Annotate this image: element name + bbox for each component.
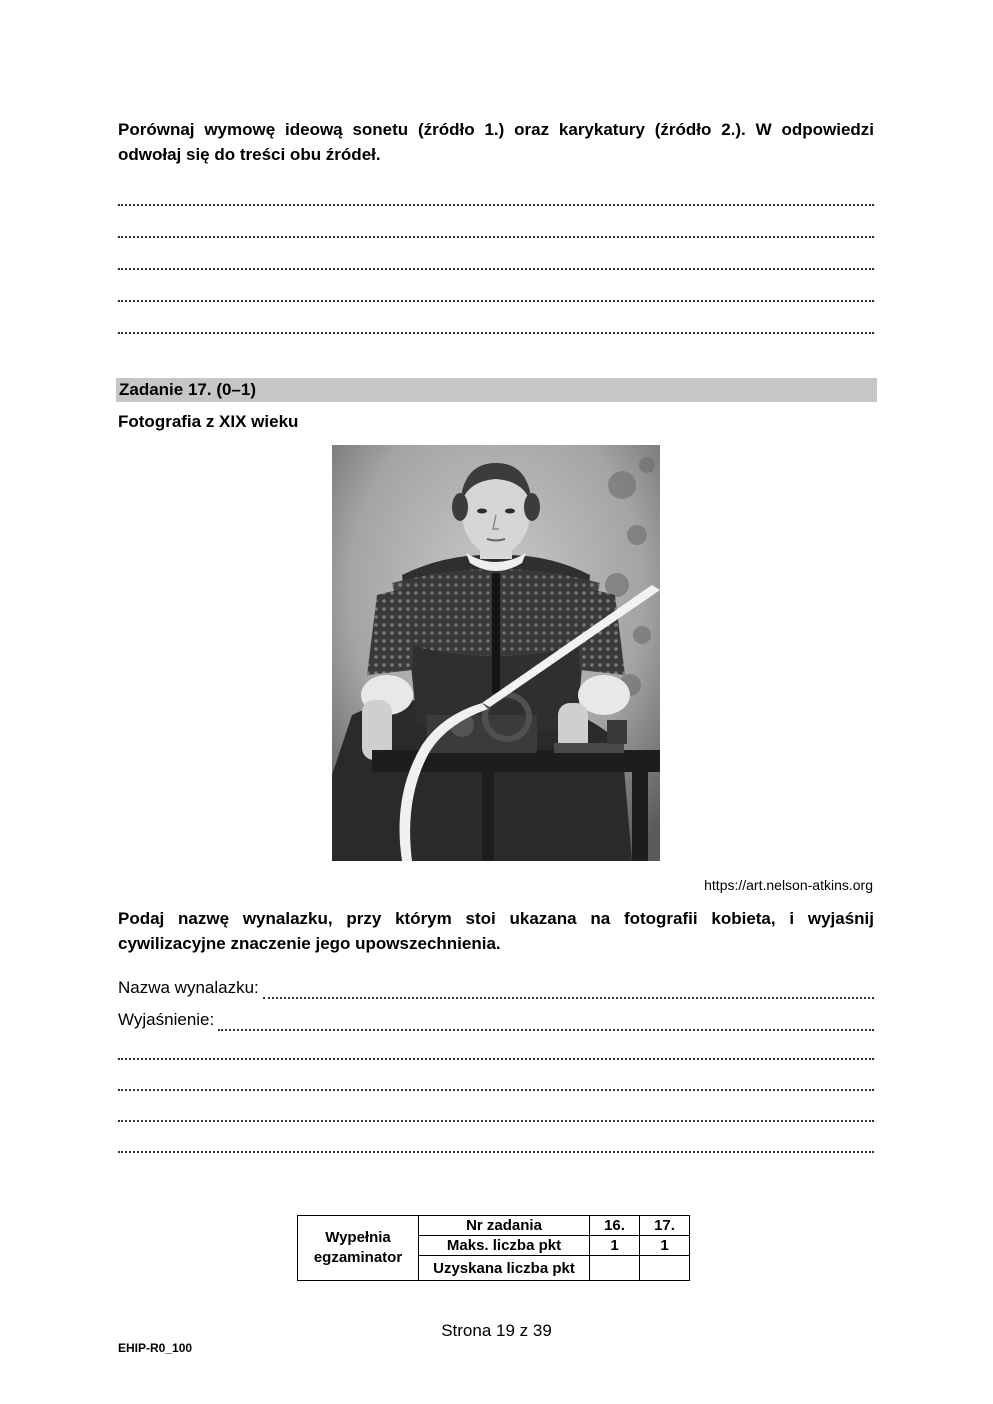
explanation-label: Wyjaśnienie: — [118, 1010, 215, 1029]
q17-answer-line-3[interactable] — [118, 1108, 874, 1122]
q17-answer-line-2[interactable] — [118, 1077, 874, 1091]
invention-name-row[interactable] — [118, 977, 874, 999]
obtained-points-17[interactable] — [640, 1256, 690, 1281]
photo-illustration — [332, 445, 660, 861]
obtained-points-label: Uzyskana liczba pkt — [419, 1256, 590, 1281]
q16-answer-line-4[interactable] — [118, 288, 874, 302]
q17-prompt: Podaj nazwę wynalazku, przy którym stoi ukazana na fotografii kobieta, i wyjaśnij cywilizacyjne znaczenie jego upowszechnienia. — [118, 909, 874, 953]
examiner-fill-label: Wypełnia egzaminator — [298, 1216, 419, 1281]
q16-answer-line-5[interactable] — [118, 320, 874, 334]
task-number-17: 17. — [640, 1216, 690, 1236]
q16-answer-line-2[interactable] — [118, 224, 874, 238]
examiner-score-table — [297, 1215, 690, 1281]
photo-title: Fotografia z XIX wieku — [118, 412, 299, 431]
photo-source: https://art.nelson-atkins.org — [704, 877, 873, 893]
task-number-16: 16. — [590, 1216, 640, 1236]
task-number-label: Nr zadania — [419, 1216, 590, 1236]
obtained-points-16[interactable] — [590, 1256, 640, 1281]
q17-answer-line-4[interactable] — [118, 1139, 874, 1153]
page-number: Strona 19 z 39 — [441, 1321, 552, 1340]
max-points-17: 1 — [640, 1236, 690, 1256]
invention-name-answer-line[interactable] — [263, 983, 874, 999]
max-points-16: 1 — [590, 1236, 640, 1256]
max-points-label: Maks. liczba pkt — [419, 1236, 590, 1256]
q16-answer-line-3[interactable] — [118, 256, 874, 270]
task-17-header: Zadanie 17. (0–1) — [116, 378, 877, 402]
invention-name-label: Nazwa wynalazku: — [118, 978, 259, 997]
q16-prompt: Porównaj wymowę ideową sonetu (źródło 1.) oraz karykatury (źródło 2.). W odpowiedzi odwołaj się do treści obu źródeł. — [118, 120, 874, 164]
explanation-row[interactable] — [118, 1009, 874, 1031]
explanation-answer-line[interactable] — [218, 1015, 874, 1031]
q17-answer-line-1[interactable] — [118, 1046, 874, 1060]
q16-answer-line-1[interactable] — [118, 192, 874, 206]
historical-photograph — [332, 445, 660, 861]
exam-code: EHIP-R0_100 — [118, 1341, 193, 1355]
